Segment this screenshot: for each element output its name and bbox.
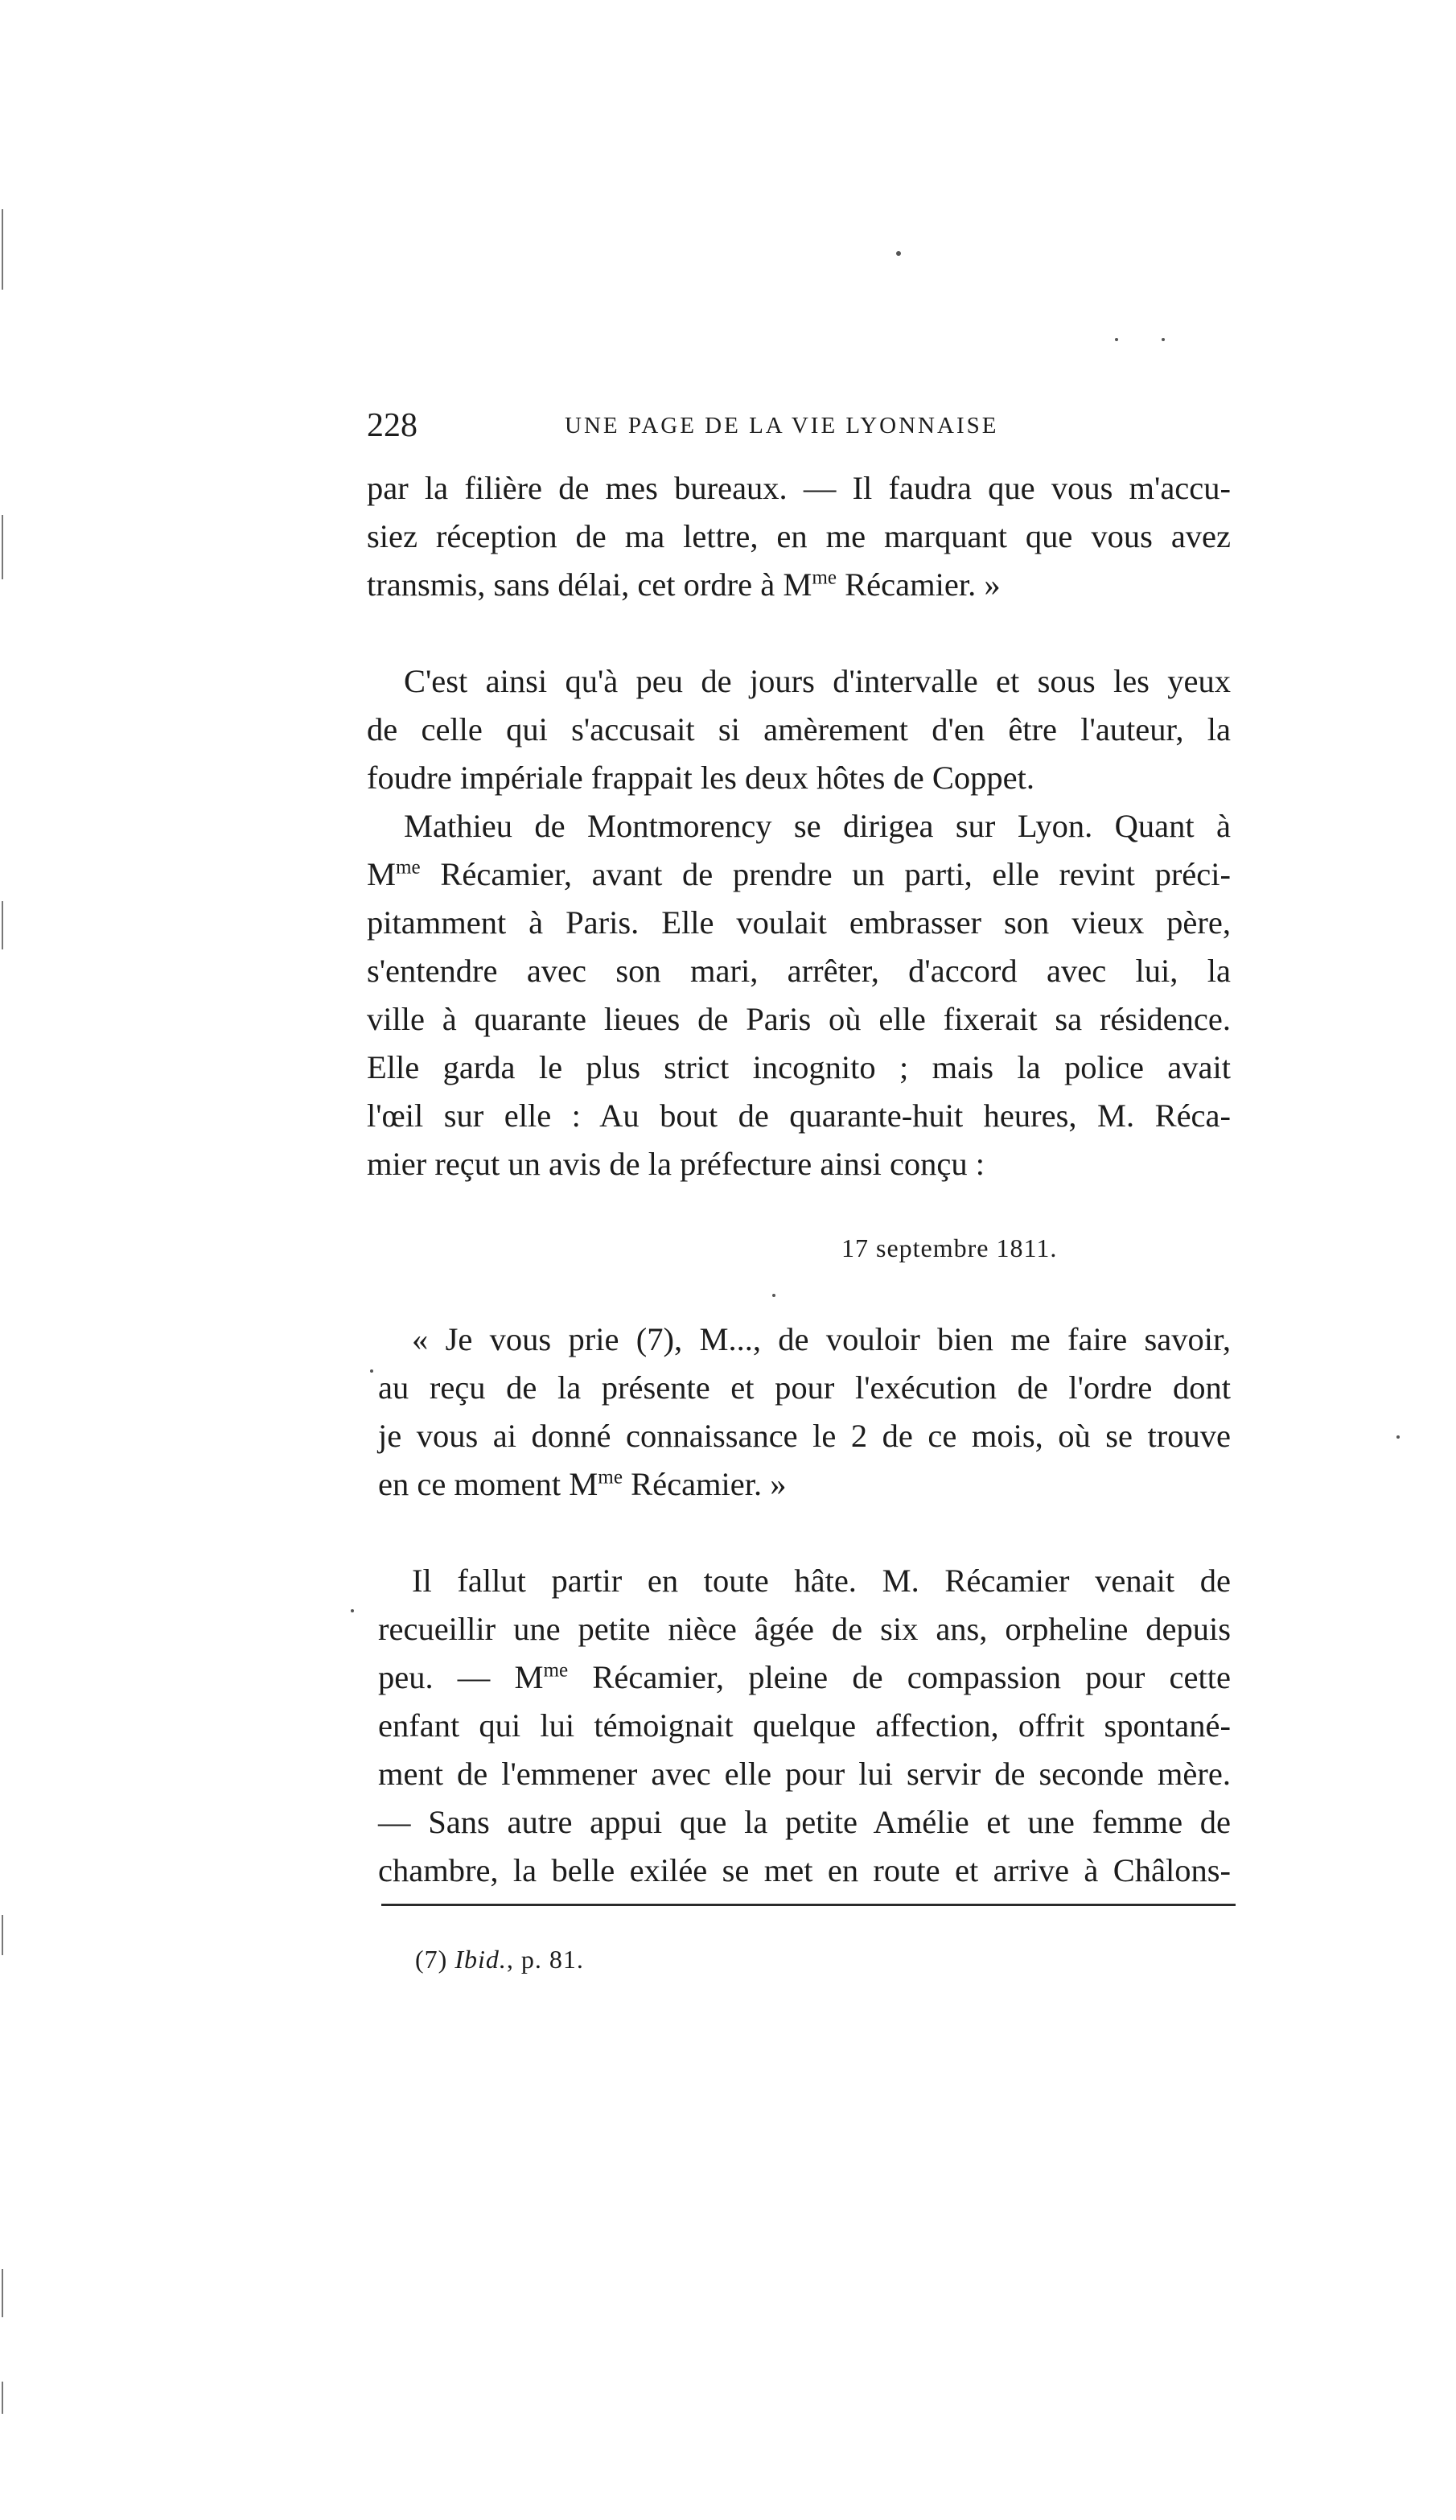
scan-speck [772,1294,775,1297]
para3-line-2: $M^{me}$ Récamier, avant de prendre un parti, elle revint préci- [367,856,1231,892]
letter-line-3: je vous ai donné connaissance le 2 de ce mois, où se trouve [378,1418,1231,1454]
footnote-page: , p. 81. [506,1945,584,1974]
superscript: me [598,1466,623,1489]
running-head [367,406,1031,446]
para4-line-1: Il fallut partir en toute hâte. M. Récamier venait de [412,1563,1231,1599]
scan-speck [370,1369,373,1373]
scan-speck [1162,338,1165,341]
para4-line-3: peu. — $M^{me}$ Récamier, pleine de compassion pour cette [378,1659,1231,1695]
para4-line-7: chambre, la belle exilée se met en route et arrive à Châlons- [378,1852,1231,1888]
para3-line-6: Elle garda le plus strict incognito ; mais la police avait [367,1049,1231,1085]
para4-line-2: recueillir une petite nièce âgée de six ans, orpheline depuis [378,1611,1231,1647]
footnote-rule [381,1904,1236,1906]
para2-line-3: foudre impériale frappait les deux hôtes de Coppet. [367,760,1034,796]
para4-line-4: enfant qui lui témoignait quelque affection, offrit spontané- [378,1707,1231,1744]
scan-speck [896,251,901,256]
scan-edge-mark [2,1915,3,1955]
scan-speck [1396,1435,1400,1439]
para3-line-5: ville à quarante lieues de Paris où elle fixerait sa résidence. [367,1001,1231,1037]
para3-line-4: s'entendre avec son mari, arrêter, d'accord avec lui, la [367,953,1231,989]
page-number: 228 [367,407,417,444]
para4-line-5: ment de l'emmener avec elle pour lui servir de seconde mère. [378,1756,1231,1792]
scan-speck [1115,338,1118,341]
para2-line-1: C'est ainsi qu'à peu de jours d'intervalle et sous les yeux [404,663,1231,699]
footnote-source: Ibid. [454,1945,507,1974]
para2-line-2: de celle qui s'accusait si amèrement d'en être l'auteur, la [367,711,1231,747]
para3-line-3: pitamment à Paris. Elle voulait embrasser son vieux père, [367,904,1231,941]
scan-speck [351,1609,354,1612]
running-title: UNE PAGE DE LA VIE LYONNAISE [565,413,999,439]
scan-edge-mark [2,901,3,949]
para1-line-3: transmis, sans délai, cet ordre à $M^{me}$ Récamier. » [367,566,1001,603]
para4-line-6: — Sans autre appui que la petite Amélie et une femme de [378,1804,1231,1840]
para3-line-7: l'œil sur elle : Au bout de quarante-huit heures, M. Réca- [367,1097,1231,1134]
letter-line-1: « Je vous prie (7), M..., de vouloir bien me faire savoir, [412,1321,1231,1357]
scan-edge-mark [2,2269,3,2317]
superscript: me [812,566,837,589]
letter-line-2: au reçu de la présente et pour l'exécution de l'ordre dont [378,1369,1231,1406]
para1-line-2: siez réception de ma lettre, en me marquant que vous avez [367,518,1231,554]
para1-line-1: par la filière de mes bureaux. — Il faudra que vous m'accu- [367,470,1231,506]
scan-edge-mark [2,515,3,579]
para3-line-8: mier reçut un avis de la préfecture ainsi conçu : [367,1146,985,1182]
footnote-marker: (7) [415,1945,448,1974]
letter-line-4: en ce moment $M^{me}$ Récamier. » [378,1466,787,1502]
superscript: me [543,1659,569,1682]
scan-edge-mark [2,209,3,290]
superscript: me [396,856,421,879]
para3-line-1: Mathieu de Montmorency se dirigea sur Lyon. Quant à [404,808,1231,844]
scan-edge-mark [2,2382,3,2414]
footnote [415,1939,584,1979]
letter-date: 17 septembre 1811. [841,1233,1058,1262]
